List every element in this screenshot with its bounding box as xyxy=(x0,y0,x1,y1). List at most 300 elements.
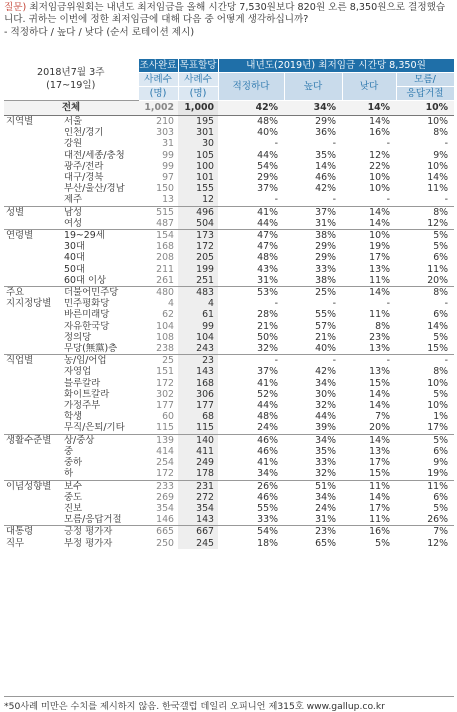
completed-count: 13 xyxy=(162,194,175,206)
weighted-count: 99 xyxy=(178,321,218,332)
row-label: 중하 xyxy=(64,457,83,469)
weighted-count: 115 xyxy=(178,422,218,434)
low-pct: 13% xyxy=(369,366,391,378)
row-label: 바른미래당 xyxy=(64,309,110,321)
table-row xyxy=(4,366,454,377)
weighted-header-2: 사례수 xyxy=(178,73,218,87)
category-name: 생활수준별 xyxy=(6,434,52,446)
completed-count: 515 xyxy=(138,206,178,218)
weighted-count: 272 xyxy=(178,492,218,503)
low-pct: 11% xyxy=(369,309,391,321)
low-pct: 19% xyxy=(369,241,391,253)
dk-header: 모름/ xyxy=(396,73,454,87)
dk-pct: 8% xyxy=(396,287,454,299)
dk-pct: 12% xyxy=(427,217,449,229)
table-row xyxy=(4,503,454,514)
category-name: 직업별 xyxy=(6,355,34,367)
dk-pct: 5% xyxy=(396,434,454,446)
high-pct: 38% xyxy=(284,230,342,242)
row-label: 중 xyxy=(64,445,74,457)
adequate-pct: 44% xyxy=(257,400,279,412)
completed-count: 302 xyxy=(156,388,175,400)
high-pct: 32% xyxy=(315,400,337,412)
completed-count: 97 xyxy=(162,172,175,184)
row-label: 부정 평가자 xyxy=(64,537,113,549)
adequate-pct: - xyxy=(274,298,279,310)
completed-count: 354 xyxy=(156,502,175,514)
table-row xyxy=(4,206,454,218)
weighted-count: 4 xyxy=(178,298,218,309)
row-label: 제주 xyxy=(64,194,83,206)
table-row xyxy=(4,230,454,242)
footer-note: *50사례 미만은 수치를 제시하지 않음. 한국갤럽 데일리 오피니언 제315호 www.gallup.co.kr xyxy=(4,696,454,712)
table-row xyxy=(4,138,454,149)
adequate-pct: 37% xyxy=(257,183,279,195)
completed-count: 238 xyxy=(156,343,175,355)
row-label: 대구/경북 xyxy=(64,172,104,184)
low-pct: 11% xyxy=(342,480,396,492)
table-row xyxy=(4,309,454,320)
weighted-count: 205 xyxy=(178,252,218,263)
dk-pct: 6% xyxy=(433,309,449,321)
high-pct: 21% xyxy=(315,331,337,343)
low-pct: 14% xyxy=(342,434,396,446)
completed-count: 150 xyxy=(156,183,175,195)
completed-count: 99 xyxy=(162,160,175,172)
dk-pct: 10% xyxy=(396,116,454,128)
low-pct: 13% xyxy=(369,445,391,457)
completed-count: 172 xyxy=(156,377,175,389)
adequate-pct: 21% xyxy=(257,320,279,332)
completed-count: 104 xyxy=(156,320,175,332)
low-pct: - xyxy=(386,298,391,310)
completed-count: 208 xyxy=(156,252,175,264)
dk-pct: - xyxy=(444,298,449,310)
low-pct: - xyxy=(386,194,391,206)
weighted-count: 143 xyxy=(178,366,218,377)
low-pct: 13% xyxy=(369,263,391,275)
table-body xyxy=(4,101,454,549)
dk-pct: 14% xyxy=(427,172,449,184)
category-name: 주요 xyxy=(6,287,25,299)
table-row xyxy=(4,480,454,492)
table-row xyxy=(4,411,454,422)
high-pct: 42% xyxy=(315,366,337,378)
completed-count: 172 xyxy=(156,468,175,480)
dk-pct: 17% xyxy=(427,422,449,434)
table-row xyxy=(4,150,454,161)
adequate-pct: 55% xyxy=(257,502,279,514)
table-row xyxy=(4,514,454,526)
dk-pct: 5% xyxy=(433,241,449,253)
dk-pct: 26% xyxy=(427,514,449,526)
high-pct: 25% xyxy=(284,287,342,299)
dk-pct: 6% xyxy=(433,445,449,457)
high-pct: 34% xyxy=(315,491,337,503)
adequate-pct: - xyxy=(218,355,284,367)
total-adequate: 42% xyxy=(218,101,284,116)
row-label: 화이트칼라 xyxy=(64,388,110,400)
category-label xyxy=(4,355,60,434)
low-pct: 16% xyxy=(369,127,391,139)
adequate-pct: 44% xyxy=(257,149,279,161)
weighted-count: 301 xyxy=(178,127,218,138)
dk-pct: 19% xyxy=(427,468,449,480)
completed-count: 139 xyxy=(138,434,178,446)
dk-pct: 20% xyxy=(427,274,449,286)
weighted-count: 231 xyxy=(178,480,218,492)
row-label: 30대 xyxy=(64,241,85,253)
completed-header: 조사완료 xyxy=(139,60,177,71)
completed-count: 210 xyxy=(138,116,178,128)
low-pct: 7% xyxy=(375,411,391,423)
total-label: 전체 xyxy=(4,101,138,116)
low-pct: 17% xyxy=(369,252,391,264)
adequate-pct: 41% xyxy=(257,457,279,469)
table-row xyxy=(4,264,454,275)
low-pct: 16% xyxy=(342,526,396,538)
table-row xyxy=(4,275,454,287)
adequate-pct: 47% xyxy=(218,230,284,242)
completed-count: 665 xyxy=(138,526,178,538)
dk-pct: 5% xyxy=(433,331,449,343)
row-label: 50대 xyxy=(64,263,85,275)
adequate-pct: 46% xyxy=(257,445,279,457)
table-row xyxy=(4,492,454,503)
high-pct: 42% xyxy=(315,183,337,195)
dk-pct: 11% xyxy=(396,480,454,492)
completed-count: 115 xyxy=(156,422,175,434)
high-pct: 35% xyxy=(315,149,337,161)
dk-pct: - xyxy=(444,138,449,150)
adequate-pct: 53% xyxy=(218,287,284,299)
row-label: 자유한국당 xyxy=(64,320,110,332)
completed-count: 31 xyxy=(162,138,175,150)
completed-count: 269 xyxy=(156,491,175,503)
weighted-count: 143 xyxy=(178,514,218,526)
dk-pct: 7% xyxy=(396,526,454,538)
total-n1: 1,002 xyxy=(138,101,178,116)
table-row xyxy=(4,468,454,480)
high-pct: 65% xyxy=(315,537,337,549)
table-row xyxy=(4,172,454,183)
weighted-count: 61 xyxy=(178,309,218,320)
row-label: 부산/울산/경남 xyxy=(64,183,125,195)
table-row xyxy=(4,321,454,332)
table-row xyxy=(4,127,454,138)
category-label xyxy=(4,526,60,549)
category-label xyxy=(4,116,60,207)
high-pct: - xyxy=(284,355,342,367)
high-pct: 29% xyxy=(315,241,337,253)
row-label: 19~29세 xyxy=(60,230,138,242)
completed-count: 151 xyxy=(156,366,175,378)
row-label: 대전/세종/충청 xyxy=(64,149,125,161)
total-low: 14% xyxy=(342,101,396,116)
row-label: 60대 이상 xyxy=(64,274,107,286)
table-row xyxy=(4,298,454,309)
total-row xyxy=(4,101,454,116)
completed-count: 233 xyxy=(138,480,178,492)
completed-count: 168 xyxy=(156,241,175,253)
table-row xyxy=(4,116,454,128)
weighted-count: 251 xyxy=(178,275,218,287)
adequate-pct: 34% xyxy=(257,468,279,480)
dk-pct: 5% xyxy=(433,388,449,400)
dk-pct: 1% xyxy=(433,411,449,423)
weighted-count: 105 xyxy=(178,150,218,161)
low-pct: 17% xyxy=(369,502,391,514)
dk-pct: 10% xyxy=(427,377,449,389)
weighted-count: 178 xyxy=(178,468,218,480)
adequate-pct: 54% xyxy=(257,160,279,172)
adequate-pct: 28% xyxy=(257,309,279,321)
weighted-count: 155 xyxy=(178,183,218,194)
adequate-pct: 40% xyxy=(257,127,279,139)
question-text xyxy=(4,2,454,56)
high-pct: 31% xyxy=(315,217,337,229)
weighted-count: 504 xyxy=(178,218,218,230)
weighted-count: 199 xyxy=(178,264,218,275)
weighted-unit: (명) xyxy=(178,87,218,101)
question-tag: 질문) xyxy=(4,2,27,13)
dk-pct: 15% xyxy=(427,343,449,355)
category-name: 이념성향별 xyxy=(6,480,52,492)
total-n2: 1,000 xyxy=(178,101,218,116)
completed-count: 62 xyxy=(162,309,175,321)
dk-pct: - xyxy=(444,194,449,206)
high-pct: 34% xyxy=(315,377,337,389)
row-label: 여성 xyxy=(64,217,83,229)
table-row xyxy=(4,446,454,457)
high-pct: 44% xyxy=(315,411,337,423)
low-pct: 15% xyxy=(369,468,391,480)
row-label: 광주/전라 xyxy=(64,160,104,172)
weighted-count: 496 xyxy=(178,206,218,218)
adequate-pct: 46% xyxy=(257,491,279,503)
table-row xyxy=(4,194,454,206)
low-pct: 10% xyxy=(369,183,391,195)
high-pct: 51% xyxy=(284,480,342,492)
survey-days: (17~19일) xyxy=(46,80,96,92)
row-label: 블루칼라 xyxy=(64,377,101,389)
weighted-count: 306 xyxy=(178,389,218,400)
adequate-pct: 46% xyxy=(218,434,284,446)
total-high: 34% xyxy=(284,101,342,116)
low-pct: 5% xyxy=(375,537,391,549)
weighted-count: 104 xyxy=(178,332,218,343)
table-row xyxy=(4,538,454,549)
dk-pct: 11% xyxy=(427,263,449,275)
dk-pct: 11% xyxy=(427,183,449,195)
weighted-count: 173 xyxy=(178,230,218,242)
high-pct: - xyxy=(332,298,337,310)
category-label xyxy=(4,287,60,355)
dk-pct: 5% xyxy=(433,502,449,514)
weighted-header: 목표할당 xyxy=(179,60,217,71)
table-row xyxy=(4,389,454,400)
category-label xyxy=(4,434,60,480)
adequate-pct: 37% xyxy=(257,366,279,378)
row-label: 보수 xyxy=(60,480,138,492)
dk-pct: 9% xyxy=(433,149,449,161)
high-pct: 37% xyxy=(284,206,342,218)
low-pct: 20% xyxy=(369,422,391,434)
row-label: 남성 xyxy=(60,206,138,218)
high-pct: 35% xyxy=(315,445,337,457)
adequate-pct: - xyxy=(274,194,279,206)
high-pct: 33% xyxy=(315,457,337,469)
high-pct: 57% xyxy=(315,320,337,332)
category-name: 대통령 xyxy=(6,526,34,538)
high-pct: 34% xyxy=(284,434,342,446)
dk-pct: 8% xyxy=(433,127,449,139)
row-label: 자영업 xyxy=(64,366,92,378)
high-pct: 32% xyxy=(315,468,337,480)
low-pct: - xyxy=(342,355,396,367)
weighted-count: 12 xyxy=(178,194,218,206)
high-pct: - xyxy=(332,138,337,150)
row-label: 가정주부 xyxy=(64,400,101,412)
min-wage-group-header: 내년도(2019년) 최저임금 시간당 8,350원 xyxy=(218,59,454,73)
weighted-count: 195 xyxy=(178,116,218,128)
dk-pct: 6% xyxy=(433,252,449,264)
completed-count: 4 xyxy=(168,298,175,310)
table-row xyxy=(4,161,454,172)
adequate-header: 적정하다 xyxy=(218,73,284,101)
adequate-pct: 48% xyxy=(218,116,284,128)
survey-period-header xyxy=(4,59,138,101)
table-row xyxy=(4,457,454,468)
adequate-pct: 50% xyxy=(257,331,279,343)
completed-count: 254 xyxy=(156,457,175,469)
low-pct: 11% xyxy=(369,274,391,286)
dk-pct: 12% xyxy=(427,537,449,549)
adequate-pct: 52% xyxy=(257,388,279,400)
table-row xyxy=(4,434,454,446)
row-label: 하 xyxy=(64,468,74,480)
low-pct: 14% xyxy=(369,400,391,412)
dk-pct: 10% xyxy=(427,400,449,412)
table-row xyxy=(4,378,454,389)
category-name: 지역별 xyxy=(6,116,34,127)
adequate-pct: 54% xyxy=(218,526,284,538)
weighted-count: 249 xyxy=(178,457,218,468)
category-name-2: 직무 xyxy=(6,537,25,549)
low-pct: 17% xyxy=(369,457,391,469)
high-pct: 39% xyxy=(315,422,337,434)
adequate-pct: 24% xyxy=(257,422,279,434)
table-row xyxy=(4,355,454,367)
completed-count: 480 xyxy=(138,287,178,299)
low-pct: 23% xyxy=(369,331,391,343)
dk-header-2: 응답거절 xyxy=(396,87,454,101)
dk-pct: 10% xyxy=(427,160,449,172)
row-label: 무직/은퇴/기타 xyxy=(64,422,125,434)
weighted-count: 177 xyxy=(178,400,218,411)
completed-count: 261 xyxy=(156,274,175,286)
table-row xyxy=(4,526,454,538)
low-pct: 14% xyxy=(342,287,396,299)
category-name: 연령별 xyxy=(6,230,34,242)
completed-count: 99 xyxy=(162,149,175,161)
low-pct: 14% xyxy=(342,206,396,218)
table-row xyxy=(4,241,454,252)
completed-count: 146 xyxy=(156,514,175,526)
weighted-count: 101 xyxy=(178,172,218,183)
high-pct: 46% xyxy=(315,172,337,184)
completed-count: 414 xyxy=(156,445,175,457)
dk-pct: 6% xyxy=(433,491,449,503)
low-pct: 15% xyxy=(369,377,391,389)
completed-count: 154 xyxy=(138,230,178,242)
row-label: 40대 xyxy=(64,252,85,264)
adequate-pct: 31% xyxy=(257,274,279,286)
row-label: 학생 xyxy=(64,411,83,423)
weighted-count: 172 xyxy=(178,241,218,252)
dk-pct: 5% xyxy=(396,230,454,242)
dk-pct: - xyxy=(396,355,454,367)
low-pct: 22% xyxy=(369,160,391,172)
low-pct: 8% xyxy=(375,320,391,332)
row-label: 서울 xyxy=(60,116,138,128)
adequate-pct: 18% xyxy=(257,537,279,549)
high-pct: 29% xyxy=(315,252,337,264)
table-row xyxy=(4,183,454,194)
low-pct: - xyxy=(386,138,391,150)
table-row xyxy=(4,287,454,299)
weighted-count: 100 xyxy=(178,161,218,172)
table-row xyxy=(4,343,454,355)
high-pct: 40% xyxy=(315,343,337,355)
completed-count: 250 xyxy=(156,537,175,549)
high-pct: 23% xyxy=(284,526,342,538)
weighted-count: 30 xyxy=(178,138,218,149)
high-pct: 30% xyxy=(315,388,337,400)
low-pct: 14% xyxy=(369,491,391,503)
weighted-count: 245 xyxy=(178,538,218,549)
completed-header-2: 사례수 xyxy=(138,73,178,87)
low-pct: 13% xyxy=(369,343,391,355)
high-pct: 31% xyxy=(315,514,337,526)
category-name-2: 지지정당별 xyxy=(6,298,52,310)
low-pct: 12% xyxy=(369,149,391,161)
dk-pct: 9% xyxy=(433,457,449,469)
table-row xyxy=(4,400,454,411)
weighted-count: 68 xyxy=(178,411,218,422)
adequate-pct: 41% xyxy=(257,377,279,389)
high-header: 높다 xyxy=(284,73,342,101)
total-dk: 10% xyxy=(396,101,454,116)
weighted-count: 140 xyxy=(178,434,218,446)
high-pct: 29% xyxy=(284,116,342,128)
dk-pct: 8% xyxy=(396,206,454,218)
adequate-pct: 43% xyxy=(257,263,279,275)
completed-count: 487 xyxy=(156,217,175,229)
row-label: 긍정 평가자 xyxy=(60,526,138,538)
weighted-count: 411 xyxy=(178,446,218,457)
completed-count: 25 xyxy=(138,355,178,367)
row-label: 무당(無黨)층 xyxy=(64,343,118,355)
table-row xyxy=(4,252,454,263)
adequate-pct: 33% xyxy=(257,514,279,526)
adequate-pct: 48% xyxy=(257,252,279,264)
table-row xyxy=(4,218,454,230)
weighted-count: 354 xyxy=(178,503,218,514)
category-label xyxy=(4,480,60,526)
row-label: 상/중상 xyxy=(60,434,138,446)
weighted-count: 667 xyxy=(178,526,218,538)
